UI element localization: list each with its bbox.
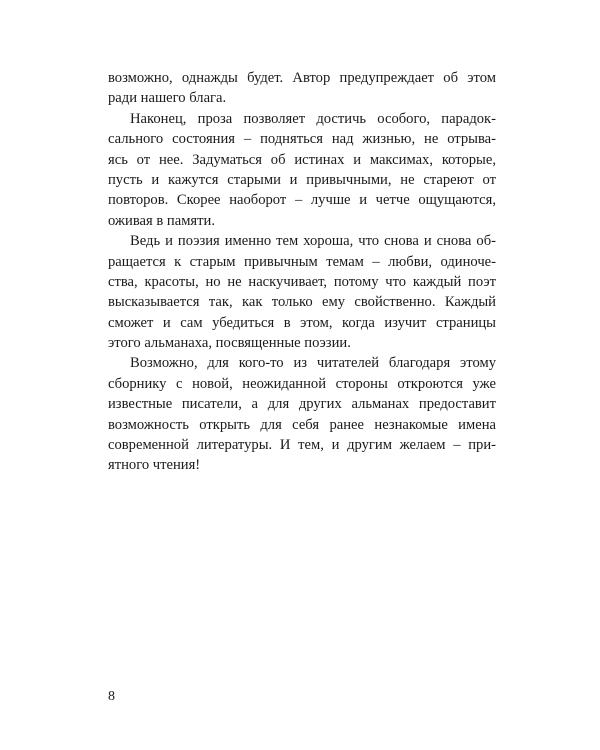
text-line: Наконец, проза позволяет достичь особого, парадок-: [130, 110, 496, 127]
text-line: современной литературы. И тем, и другим желаем – при-: [108, 437, 496, 454]
text-line: сможет и сам убедиться в этом, когда изучит страницы: [108, 314, 496, 331]
text-line: Возможно, для кого-то из читателей благодаря этому: [130, 355, 496, 372]
text-line: ради нашего блага.: [108, 90, 227, 107]
page-number: 8: [108, 689, 115, 704]
paragraph-3: [108, 231, 496, 353]
text-line: высказывается так, как только ему свойственно. Каждый: [108, 294, 496, 311]
text-line: ства, красоты, но не наскучивает, потому что каждый поэт: [108, 273, 496, 290]
text-line: известные писатели, а для других альманах предоставит: [108, 396, 496, 413]
paragraph-4: [108, 353, 496, 475]
text-line: повторов. Скорее наоборот – лучше и четче ощущаются,: [108, 192, 496, 209]
text-line: ясь от нее. Задуматься об истинах и максимах, которые,: [108, 151, 496, 168]
text-line: Ведь и поэзия именно тем хороша, что снова и снова об-: [130, 233, 496, 250]
text-line: этого альманаха, посвященные поэзии.: [108, 335, 351, 352]
text-line: ращается к старым привычным темам – любви, одиноче-: [108, 253, 496, 270]
paragraph-1: [108, 68, 496, 109]
text-line: сального состояния – подняться над жизнью, не отрыва-: [108, 131, 496, 148]
text-line: пусть и кажутся старыми и привычными, не стареют от: [108, 171, 496, 188]
text-line: возможно, однажды будет. Автор предупреждает об этом: [108, 70, 496, 86]
text-line: сборнику с новой, неожиданной стороны откроются уже: [108, 375, 496, 392]
text-line: ятного чтения!: [108, 457, 201, 474]
text-line: оживая в памяти.: [108, 212, 215, 229]
body-text: [108, 68, 496, 476]
text-line: возможность открыть для себя ранее незнакомые имена: [108, 416, 496, 433]
paragraph-2: [108, 109, 496, 231]
